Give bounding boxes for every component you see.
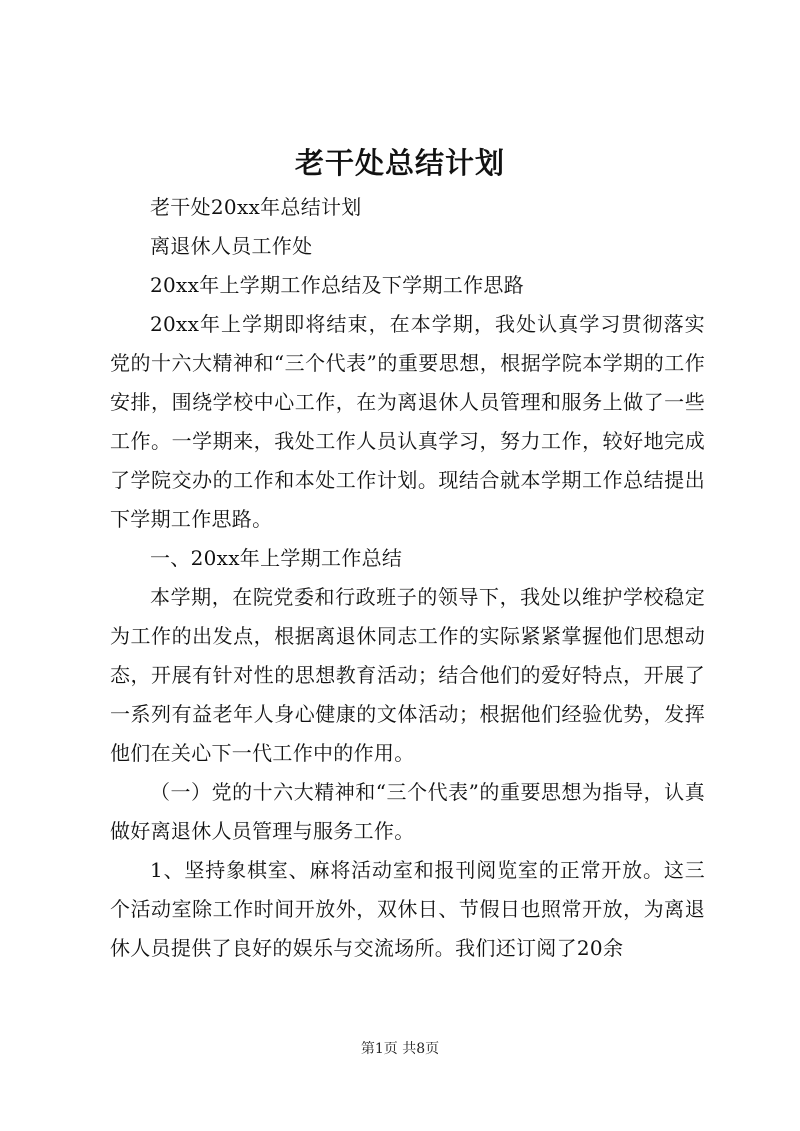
page-footer: 第1页 共8页 xyxy=(360,1041,440,1057)
paragraph-department: 离退休人员工作处 xyxy=(150,234,313,258)
paragraph-subtitle: 老干处20xx年总结计划 xyxy=(150,195,362,219)
paragraph-item-1: 1、坚持象棋室、麻将活动室和报刊阅览室的正常开放。这三个活动室除工作时间开放外，双休日、节假日也照常开放，为离退休人员提供了良好的娱乐与交流场所。我们还订阅了20余 xyxy=(110,858,705,960)
section-heading-1: 一、20xx年上学期工作总结 xyxy=(150,546,403,570)
document-body xyxy=(110,188,705,968)
document-title: 老干处总结计划 xyxy=(294,146,505,180)
paragraph-section-1: 本学期，在院党委和行政班子的领导下，我处以维护学校稳定为工作的出发点，根据离退休同志工作的实际紧紧掌握他们思想动态，开展有针对性的思想教育活动；结合他们的爱好特点，开展了一系列有益老年人身心健康的文体活动；根据他们经验优势，发挥他们在关心下一代工作中的作用。 xyxy=(110,585,705,765)
paragraph-intro: 20xx年上学期即将结束，在本学期，我处认真学习贯彻落实党的十六大精神和“三个代表”的重要思想，根据学院本学期的工作安排，围绕学校中心工作，在为离退休人员管理和服务上做了一些工作。一学期来，我处工作人员认真学习，努力工作，较好地完成了学院交办的工作和本处工作计划。现结合就本学期工作总结提出下学期工作思路。 xyxy=(110,312,705,531)
paragraph-heading: 20xx年上学期工作总结及下学期工作思路 xyxy=(150,273,525,297)
subsection-heading-1: （一）党的十六大精神和“三个代表”的重要思想为指导，认真做好离退休人员管理与服务工作。 xyxy=(110,780,705,843)
